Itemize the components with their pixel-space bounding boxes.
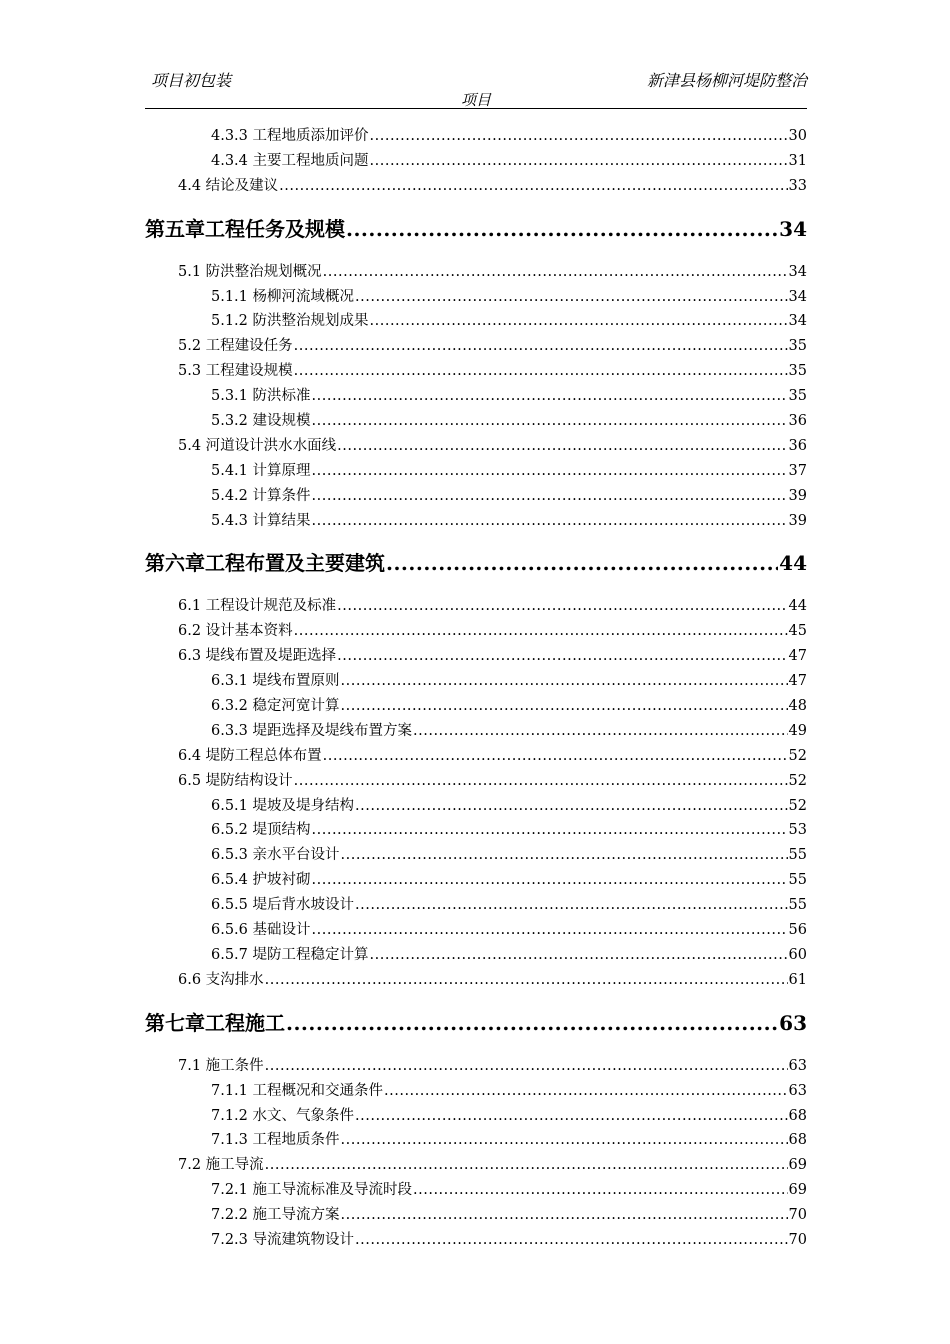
toc-entry-page: 70 [788, 1207, 807, 1224]
toc-entry[interactable] [145, 1178, 807, 1203]
toc-dot-leader [355, 893, 788, 918]
toc-entry-title: 7.2.2 施工导流方案 [211, 1207, 340, 1224]
toc-entry-title: 第七章工程施工 [145, 1010, 285, 1035]
toc-entry[interactable] [145, 1079, 807, 1104]
toc-entry[interactable] [145, 509, 807, 534]
header-right-text: 新津县杨柳河堤防整治 [646, 71, 807, 90]
toc-dot-leader [323, 260, 788, 285]
toc-dot-leader [337, 594, 787, 619]
toc-entry-page: 31 [788, 152, 807, 169]
toc-entry-title: 7.1.1 工程概况和交通条件 [211, 1082, 384, 1099]
toc-entry[interactable] [145, 1203, 807, 1228]
toc-dot-leader [312, 409, 788, 434]
toc-entry-page: 44 [779, 551, 807, 576]
toc-entry-page: 35 [788, 363, 807, 380]
toc-entry[interactable] [145, 843, 807, 868]
toc-entry-page: 45 [788, 623, 807, 640]
toc-dot-leader [337, 644, 787, 669]
toc-entry-page: 34 [788, 288, 807, 305]
toc-entry-title: 6.3.2 稳定河宽计算 [211, 698, 340, 715]
toc-entry-title: 7.2.3 导流建筑物设计 [211, 1231, 355, 1248]
toc-dot-leader [341, 1128, 788, 1153]
toc-entry[interactable] [145, 744, 807, 769]
toc-entry-title: 5.4.2 计算条件 [211, 487, 311, 504]
toc-entry-title: 6.6 支沟排水 [178, 971, 264, 988]
toc-entry-page: 52 [788, 747, 807, 764]
toc-entry-title: 5.3.2 建设规模 [211, 413, 311, 430]
toc-chapter-entry[interactable] [145, 533, 807, 594]
toc-entry-title: 5.4.1 计算原理 [211, 462, 311, 479]
toc-dot-leader [312, 459, 788, 484]
toc-entry-page: 55 [788, 872, 807, 889]
toc-dot-leader [370, 124, 788, 149]
toc-entry-title: 6.5 堤防结构设计 [178, 772, 293, 789]
toc-entry[interactable] [145, 893, 807, 918]
toc-entry[interactable] [145, 149, 807, 174]
toc-entry-page: 35 [788, 338, 807, 355]
toc-entry-title: 5.3 工程建设规模 [178, 363, 293, 380]
toc-entry[interactable] [145, 644, 807, 669]
toc-entry-title: 6.1 工程设计规范及标准 [178, 598, 337, 615]
toc-dot-leader [294, 334, 788, 359]
toc-entry[interactable] [145, 124, 807, 149]
toc-entry-title: 6.5.6 基础设计 [211, 922, 311, 939]
toc-entry-title: 4.4 结论及建议 [178, 177, 279, 194]
toc-entry-title: 7.2.1 施工导流标准及导流时段 [211, 1182, 413, 1199]
toc-entry-title: 6.5.3 亲水平台设计 [211, 847, 340, 864]
table-of-contents [145, 124, 807, 1253]
toc-entry-title: 7.2 施工导流 [178, 1157, 264, 1174]
toc-entry-page: 33 [788, 177, 807, 194]
toc-entry-page: 52 [788, 772, 807, 789]
toc-dot-leader [286, 993, 778, 1054]
toc-entry-page: 39 [788, 487, 807, 504]
toc-entry-title: 5.1 防洪整治规划概况 [178, 263, 322, 280]
toc-dot-leader [323, 744, 788, 769]
toc-dot-leader [355, 794, 788, 819]
toc-entry[interactable] [145, 868, 807, 893]
toc-dot-leader [312, 868, 788, 893]
toc-entry[interactable] [145, 1153, 807, 1178]
toc-entry[interactable] [145, 484, 807, 509]
toc-entry[interactable] [145, 1104, 807, 1129]
toc-dot-leader [279, 174, 787, 199]
toc-chapter-entry[interactable] [145, 199, 807, 260]
toc-entry-page: 39 [788, 512, 807, 529]
toc-entry-title: 5.1.1 杨柳河流域概况 [211, 288, 355, 305]
toc-dot-leader [355, 1104, 788, 1129]
toc-entry-page: 55 [788, 847, 807, 864]
toc-entry-page: 52 [788, 797, 807, 814]
toc-entry-page: 47 [788, 648, 807, 665]
toc-entry-page: 56 [788, 922, 807, 939]
toc-entry[interactable] [145, 434, 807, 459]
header-left-text: 项目初包装 [151, 71, 232, 90]
toc-entry[interactable] [145, 968, 807, 993]
toc-entry[interactable] [145, 594, 807, 619]
toc-dot-leader [341, 694, 788, 719]
toc-dot-leader [384, 1079, 788, 1104]
toc-chapter-entry[interactable] [145, 993, 807, 1054]
toc-entry-title: 6.5.7 堤防工程稳定计算 [211, 946, 369, 963]
toc-entry-title: 5.3.1 防洪标准 [211, 388, 311, 405]
toc-dot-leader [386, 533, 778, 594]
toc-entry-title: 6.4 堤防工程总体布置 [178, 747, 322, 764]
toc-entry[interactable] [145, 1228, 807, 1253]
toc-entry-title: 第五章工程任务及规模 [145, 216, 345, 241]
toc-dot-leader [337, 434, 787, 459]
toc-dot-leader [413, 1178, 788, 1203]
toc-dot-leader [346, 199, 778, 260]
toc-entry[interactable] [145, 719, 807, 744]
toc-entry-page: 35 [788, 388, 807, 405]
toc-entry-title: 6.5.2 堤顶结构 [211, 822, 311, 839]
toc-entry-page: 69 [788, 1157, 807, 1174]
toc-entry-title: 5.1.2 防洪整治规划成果 [211, 313, 369, 330]
toc-entry[interactable] [145, 334, 807, 359]
toc-entry-title: 6.2 设计基本资料 [178, 623, 293, 640]
toc-dot-leader [370, 149, 788, 174]
toc-entry-title: 6.3.3 堤距选择及堤线布置方案 [211, 722, 413, 739]
toc-dot-leader [312, 509, 788, 534]
toc-entry-title: 6.3.1 堤线布置原则 [211, 673, 340, 690]
toc-entry-page: 63 [788, 1057, 807, 1074]
toc-entry[interactable] [145, 694, 807, 719]
toc-entry[interactable] [145, 459, 807, 484]
toc-entry[interactable] [145, 409, 807, 434]
toc-entry-title: 4.3.4 主要工程地质问题 [211, 152, 369, 169]
toc-dot-leader [370, 943, 788, 968]
toc-entry-title: 5.4.3 计算结果 [211, 512, 311, 529]
toc-entry-title: 6.5.5 堤后背水坡设计 [211, 897, 355, 914]
toc-dot-leader [355, 1228, 788, 1253]
toc-entry-page: 70 [788, 1231, 807, 1248]
toc-dot-leader [355, 285, 788, 310]
toc-dot-leader [341, 669, 788, 694]
toc-entry-title: 5.2 工程建设任务 [178, 338, 293, 355]
toc-dot-leader [312, 918, 788, 943]
toc-entry[interactable] [145, 769, 807, 794]
toc-dot-leader [370, 309, 788, 334]
toc-entry-title: 第六章工程布置及主要建筑 [145, 551, 385, 576]
toc-entry-page: 68 [788, 1132, 807, 1149]
toc-entry-page: 44 [788, 598, 807, 615]
toc-entry-page: 60 [788, 946, 807, 963]
toc-entry-page: 34 [788, 313, 807, 330]
toc-entry[interactable] [145, 309, 807, 334]
toc-entry[interactable] [145, 285, 807, 310]
toc-dot-leader [312, 384, 788, 409]
toc-entry[interactable] [145, 818, 807, 843]
toc-entry-page: 30 [788, 128, 807, 144]
toc-entry-page: 61 [788, 971, 807, 988]
toc-dot-leader [294, 619, 788, 644]
toc-entry-page: 34 [788, 263, 807, 280]
header-center-text: 项目 [460, 91, 491, 109]
toc-entry[interactable] [145, 943, 807, 968]
toc-entry-page: 37 [788, 462, 807, 479]
toc-entry-page: 36 [788, 437, 807, 454]
toc-entry-title: 7.1.3 工程地质条件 [211, 1132, 340, 1149]
toc-entry-title: 6.3 堤线布置及堤距选择 [178, 648, 337, 665]
toc-dot-leader [265, 1054, 788, 1079]
toc-entry-page: 63 [779, 1010, 807, 1035]
toc-entry[interactable] [145, 174, 807, 199]
toc-entry[interactable] [145, 384, 807, 409]
toc-dot-leader [312, 818, 788, 843]
toc-entry-page: 48 [788, 698, 807, 715]
toc-dot-leader [413, 719, 788, 744]
toc-dot-leader [341, 1203, 788, 1228]
toc-dot-leader [294, 769, 788, 794]
toc-entry[interactable] [145, 619, 807, 644]
toc-entry-title: 5.4 河道设计洪水水面线 [178, 437, 337, 454]
toc-entry-page: 69 [788, 1182, 807, 1199]
toc-entry-title: 7.1 施工条件 [178, 1057, 264, 1074]
toc-dot-leader [265, 968, 788, 993]
toc-entry[interactable] [145, 359, 807, 384]
toc-entry-title: 6.5.1 堤坡及堤身结构 [211, 797, 355, 814]
toc-entry-page: 49 [788, 722, 807, 739]
toc-entry-title: 4.3.3 工程地质添加评价 [211, 128, 369, 144]
toc-dot-leader [265, 1153, 788, 1178]
toc-entry-page: 36 [788, 413, 807, 430]
toc-dot-leader [312, 484, 788, 509]
toc-entry-page: 53 [788, 822, 807, 839]
toc-entry-page: 34 [779, 216, 807, 241]
toc-entry[interactable] [145, 669, 807, 694]
page-header [145, 68, 807, 109]
toc-entry[interactable] [145, 918, 807, 943]
toc-entry[interactable] [145, 260, 807, 285]
toc-entry-page: 63 [788, 1082, 807, 1099]
toc-entry-title: 7.1.2 水文、气象条件 [211, 1107, 355, 1124]
toc-entry-page: 47 [788, 673, 807, 690]
toc-entry[interactable] [145, 794, 807, 819]
toc-entry-page: 68 [788, 1107, 807, 1124]
toc-dot-leader [294, 359, 788, 384]
toc-dot-leader [341, 843, 788, 868]
toc-entry[interactable] [145, 1054, 807, 1079]
toc-entry-page: 55 [788, 897, 807, 914]
toc-entry[interactable] [145, 1128, 807, 1153]
toc-entry-title: 6.5.4 护坡衬砌 [211, 872, 311, 889]
